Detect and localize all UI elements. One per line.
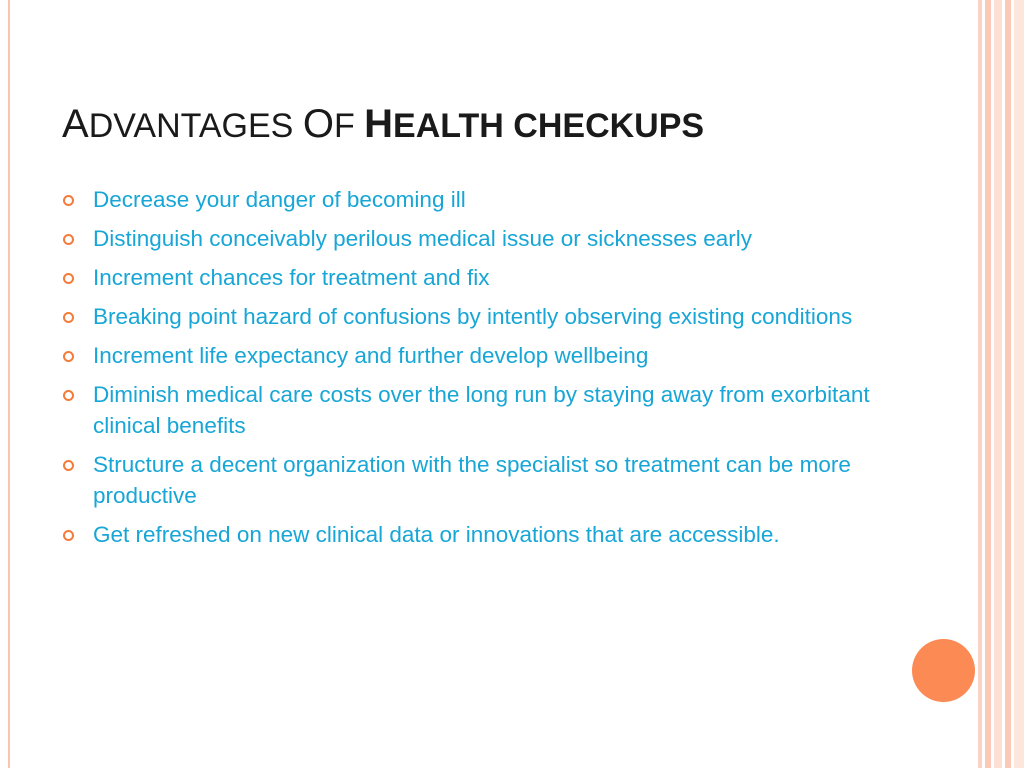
bullet-text: Increment chances for treatment and fix xyxy=(93,265,490,290)
list-item xyxy=(62,223,892,254)
bullet-text: Structure a decent organization with the specialist so treatment can be more productive xyxy=(93,452,851,508)
bullet-text: Increment life expectancy and further develop wellbeing xyxy=(93,343,649,368)
list-item xyxy=(62,379,892,441)
decorative-stripe xyxy=(1005,0,1011,768)
circle-bullet-icon xyxy=(63,195,74,206)
list-item xyxy=(62,449,892,511)
circle-bullet-icon xyxy=(63,530,74,541)
circle-bullet-icon xyxy=(63,312,74,323)
bullet-text: Decrease your danger of becoming ill xyxy=(93,187,466,212)
title-text-2: F xyxy=(333,107,365,145)
left-border-line xyxy=(8,0,10,768)
circle-bullet-icon xyxy=(63,460,74,471)
circle-bullet-icon xyxy=(63,234,74,245)
slide-title xyxy=(62,100,704,148)
bullet-text: Breaking point hazard of confusions by intently observing existing conditions xyxy=(93,304,853,329)
decorative-circle xyxy=(912,639,975,702)
decorative-stripe xyxy=(1014,0,1024,768)
bullet-text: Diminish medical care costs over the long run by staying away from exorbitant clinical benefits xyxy=(93,382,870,438)
title-text-3: EALTH CHECKUPS xyxy=(393,107,705,145)
list-item xyxy=(62,340,892,371)
list-item xyxy=(62,301,892,332)
bullet-text: Get refreshed on new clinical data or innovations that are accessible. xyxy=(93,522,780,547)
bullet-text: Distinguish conceivably perilous medical issue or sicknesses early xyxy=(93,226,753,251)
title-cap-2: O xyxy=(302,102,334,146)
title-text-1: DVANTAGES xyxy=(88,107,303,145)
title-emphasis xyxy=(364,102,705,146)
decorative-stripe xyxy=(978,0,982,768)
decorative-stripe xyxy=(994,0,1002,768)
list-item xyxy=(62,184,892,215)
circle-bullet-icon xyxy=(63,273,74,284)
circle-bullet-icon xyxy=(63,390,74,401)
title-cap-1: A xyxy=(62,102,89,146)
list-item xyxy=(62,262,892,293)
bullet-list xyxy=(62,184,892,558)
circle-bullet-icon xyxy=(63,351,74,362)
list-item xyxy=(62,519,892,550)
decorative-stripe xyxy=(985,0,991,768)
title-cap-3: H xyxy=(364,102,394,146)
